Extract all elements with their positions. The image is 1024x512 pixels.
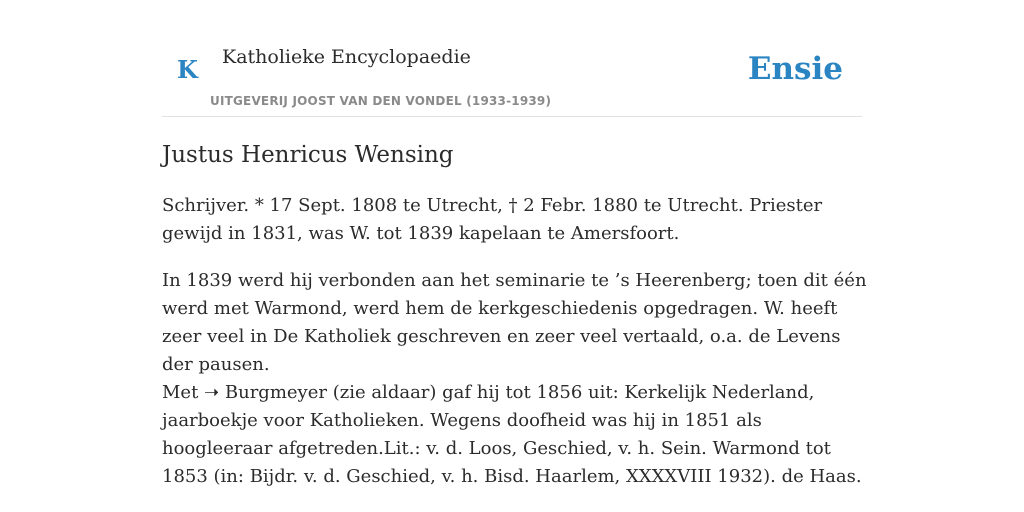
paragraph-text: (zie aldaar) gaf hij tot 1856 uit: Kerkelijk Nederland, jaarboekje voor Katholieken. Wegens doofheid was hij in 1851 als hoogleeraar afgetreden.Lit.: v. d. Loos, Geschied, v. h. Sein. Warmond tot 1853 (in: Bijdr. v. d. Geschied, v. h. Bisd. Haarlem, XXXXVIII 1932). de Haas. <box>162 382 862 487</box>
encyclopedia-logo[interactable]: K <box>177 55 198 84</box>
article-paragraph: In 1839 werd hij verbonden aan het seminarie te ’s Heerenberg; toen dit één werd met Warmond, werd hem de kerkgeschiedenis opgedragen. W. heeft zeer veel in De Katholiek geschreven en zeer veel vertaald, o.a. de Levens der pausen. <box>162 270 867 375</box>
site-header <box>162 0 862 117</box>
burgmeyer-link[interactable]: Burgmeyer <box>224 382 327 403</box>
page <box>162 0 867 512</box>
ensie-brand-logo[interactable]: Ensie <box>747 51 843 87</box>
article-paragraph <box>162 379 867 491</box>
paragraph-prefix: Met <box>162 382 205 403</box>
article-paragraph: Schrijver. * 17 Sept. 1808 te Utrecht, † 2 Febr. 1880 te Utrecht. Priester gewijd in 1831, was W. tot 1839 kapelaan te Amersfoort. <box>162 195 823 244</box>
cross-reference-arrow-icon: ➝ <box>204 382 220 403</box>
publisher-label: UITGEVERIJ JOOST VAN DEN VONDEL (1933-1939) <box>210 94 552 108</box>
article-title: Justus Henricus Wensing <box>162 142 454 168</box>
encyclopedia-title[interactable]: Katholieke Encyclopaedie <box>222 46 471 68</box>
